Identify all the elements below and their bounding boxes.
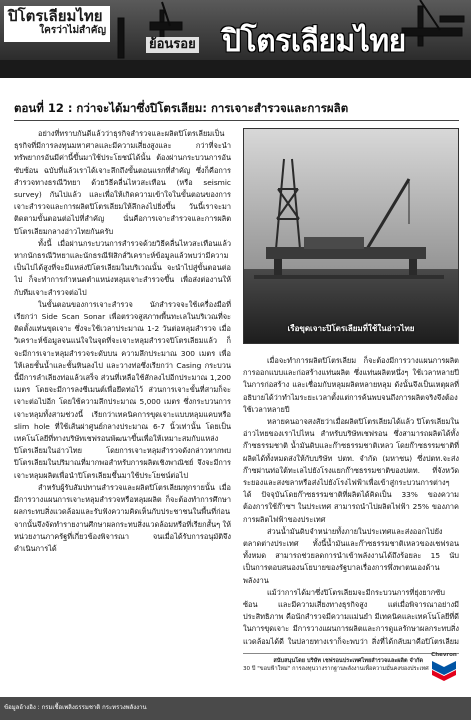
sponsor-block [243,657,429,673]
sponsor-line: สนับสนุนโดย บริษัท เชฟรอนประเทศไทยสำรวจและผลิต จำกัด [273,658,423,664]
photo-caption: เรือขุดเจาะปิโตรเลียมที่ใช้ในอ่าวไทย [287,324,415,333]
brand-subtitle: ใครว่าไม่สำคัญ [39,25,106,36]
retrospective-label: ย้อนรอย [146,37,199,53]
article-paragraph: สำหรับผู้รับสัมปทานสำรวจและผลิตปิโตรเลียมทุกรายนั้น เมื่อมีการวางแผนการเจาะหลุมสำรวจหรือหลุมผลิต ก็จะต้องทำการศึกษาผลกระทบสิ่งแวดล้อมและรับฟังความคิดเห็นกับประชาชนในพื้นที่ก่อน จากนั้นจึงจัดทำรายงานศึกษาผลกระทบสิ่งแวดล้อมหรือที่เรียกสั้นๆ ให้หน่วยงานภาครัฐที่เกี่ยวข้องพิจารณา จนเมื่อได้รับการอนุมัติจึงดำเนินการได้ [14,482,231,553]
article-paragraph: ทั้งนี้ เมื่อผ่านกระบวนการสำรวจด้วยวิธีคลื่นไหวสะเทือนแล้ว หากนักธรณีวิทยาและนักธรณีฟิสิกส์วิเคราะห์ข้อมูลแล้วพบว่ามีความเป็นไปได้สูงที่จะมีแหล่งปิโตรเลียมในบริเวณนั้น จะนำไปสู่ขั้นตอนต่อไป ก็จะทำการกำหนดตำแหน่งหลุมเจาะสำรวจขึ้น เพื่อส่งต่องานให้กับทีมเจาะสำรวจต่อไป [14,238,231,297]
article-paragraph: หลายคนอาจสงสัยว่าเมื่อผลิตปิโตรเลียมได้แล้ว ปิโตรเลียมในอ่าวไทยของเราไปไหน สำหรับบริษัทเชฟรอน ซึ่งสามารถผลิตได้ทั้งก๊าซธรรมชาติ น้ำมันดิบและก๊าซธรรมชาติเหลว โดยก๊าซธรรมชาติที่ผลิตได้ทั้งหมดส่งให้กับบริษัท ปตท. จำกัด (มหาชน) ซึ่งปตท.จะส่งก๊าซผ่านท่อใต้ทะเลไปยังโรงแยกก๊าซธรรมชาติของปตท. ที่จังหวัดระยองและสงขลาหรือส่งไปยังโรงไฟฟ้าเพื่อเข้าสู่กระบวนการต่างๆ ได้ ปัจจุบันโดยก๊าซธรรมชาติที่ผลิตได้คิดเป็น 33% ของความต้องการใช้ก๊าซฯ ในประเทศ สามารถนำไปผลิตไฟฟ้า 25% ของภาคการผลิตไฟฟ้าของประเทศ [243,417,459,524]
heading-divider [14,120,459,121]
series-title: ปิโตรเลียมไทย [222,24,406,59]
chevron-logo-icon [428,651,460,681]
reference-note: ข้อมูลอ้างอิง : กรมเชื้อเพลิงธรรมชาติ กระทรวงพลังงาน [4,704,147,711]
brand-logo [4,6,110,42]
footer-bar [0,697,471,720]
brand-title: ปิโตรเลียมไทย [8,7,103,25]
episode-heading: ตอนที่ 12 : กว่าจะได้มาซึ่งปิโตรเลียม: การเจาะสำรวจและการผลิต [14,101,349,115]
article-left-column [14,128,231,681]
header-banner [0,0,471,78]
drilling-rig-photo [243,128,459,344]
article-paragraph: แม้ว่าการได้มาซึ่งปิโตรเลียมจะมีกระบวนการที่ยุ่งยากซับซ้อน และมีความเสี่ยงทางธุรกิจสูง แต่เมื่อพิจารณาอย่างมีประสิทธิภาพ คือนักสำรวจมีความแม่นยำ มีเทคนิคและเทคโนโลยีที่ดีในการขุดเจาะ มีการวางแผนการผลิตและการดูแลรักษาผลกระทบสิ่งแวดล้อมได้ดี ในปลายทางเราก็จะพบว่า สิ่งที่ได้กลับมาคือปิโตรเลียม [243,587,459,646]
sponsor-tagline: 30 ปี "ขอบฟ้าใหม่" การลงทุนวางรากฐานพลังงานเพื่อความมั่นคงของประเทศ [243,666,429,672]
article-paragraph: ส่วนน้ำมันดิบจำหน่ายทั้งภายในประเทศและส่งออกไปยังตลาดต่างประเทศ ทั้งนี้น้ำมันและก๊าซธรรมชาติเหลวของเชฟรอนทั้งหมด สามารถช่วยลดการนำเข้าพลังงานได้ถึงร้อยละ 15 นับเป็นการตอบสนองนโยบายของรัฐบาลเรื่องการพึ่งพาตนเองด้านพลังงาน [243,526,459,585]
article-paragraph: อย่างที่ทราบกันดีแล้วว่าธุรกิจสำรวจและผลิตปิโตรเลียมเป็นธุรกิจที่มีการลงทุนมหาศาลและมีความเสี่ยงสูงและ กว่าที่จะนำทรัพยากรอันมีค่านี้ขึ้นมาใช้ประโยชน์ได้นั้น ต้องผ่านกระบวนการอันซับซ้อน ฉบับที่แล้วเราได้เจาะลึกถึงขั้นตอนแรกที่สำคัญ ซึ่งก็คือการสำรวจทางธรณีวิทยา ด้วยวิธีคลื่นไหวสะเทือน (หรือ seismic survey) กันไปแล้ว และเพื่อให้เกิดความเข้าใจในขั้นตอนของการเจาะสำรวจและการผลิตปิโตรเลียมให้ลึกลงไปยิ่งขึ้น วันนี้เราจะมาติดตามขั้นตอนต่อไปที่สำคัญ นั่นคือการเจาะสำรวจและการผลิตปิโตรเลียมกลางอ่าวไทยกันครับ [14,129,231,236]
article-paragraph: เมื่อจะทำการผลิตปิโตรเลียม ก็จะต้องมีการวางแผนการผลิต การออกแบบและก่อสร้างแท่นผลิต ซึ่งแท่นผลิตหนึ่งๆ ใช้เวลาหลายปีในการก่อสร้าง และเชื่อมกับหลุมผลิตหลายหลุม ดังนั้นจึงเป็นเหตุผลที่อธิบายได้ว่าทำไมระยะเวลาตั้งแต่การค้นพบจนถึงการผลิตจริงจึงต้องใช้เวลาหลายปี [243,356,459,414]
drilling-rig-image [244,129,459,344]
article-right-column [243,355,459,647]
article-paragraph: ในขั้นตอนของการเจาะสำรวจ นักสำรวจจะใช้เครื่องมือที่เรียกว่า Side Scan Sonar เพื่อตรวจสูสภาพพื้นทะเลในบริเวณที่จะติดตั้งแท่นขุดเจาะ ซึ่งจะใช้เวลาประมาณ 1-2 วันต่อหลุมสำรวจ เมื่อวิเคราะห์ข้อมูลจนแน่ใจในจุดที่จะเจาะหลุมสำรวจปิโตรเลียมแล้ว ก็จะมีการเจาะหลุมสำรวจระดับบน ความลึกประมาณ 300 เมตร เพื่อให้เลยชั้นน้ำและชั้นหินลงไป และวางท่อซึ่งเรียกว่า Casing กระบวนนี้มีการลำเลียงท่อแล้วเสร็จ ส่วนที่เหลือใช้สักลงไปอีกประมาณ 1,200 เมตร โดยจะมีการลงซีเมนต์เพื่อยึดท่อไว้ ส่วนการเจาะขั้นที่สามก็จะเจาะต่อไปอีก โดยใช้ความลึกประมาณ 5,000 เมตร ซึ่งกระบวนการเจาะหลุมทั้งสามช่วงนี้ เรียกว่าเทคนิคการขุดเจาะแบบหลุมแคบหรือ slim hole ที่ใช้เส้นผ่าศูนย์กลางประมาณ 6-7 นิ้วเท่านั้น โดยเป็นเทคโนโลยีที่ทางบริษัทเชฟรอนพัฒนาขึ้นเพื่อให้เหมาะสมกับแหล่งปิโตรเลียมในอ่าวไทย โดยการเจาะหลุมสำรวจดังกล่าวหากพบปิโตรเลียมในปริมาณที่มากพอสำหรับการผลิตเชิงพาณิชย์ จึงจะมีการเจาะหลุมผลิตเพื่อนำปิโตรเลียมขึ้นมาใช้ประโยชน์ต่อไป [14,299,231,480]
chevron-logo-text: Chevron [431,652,457,658]
